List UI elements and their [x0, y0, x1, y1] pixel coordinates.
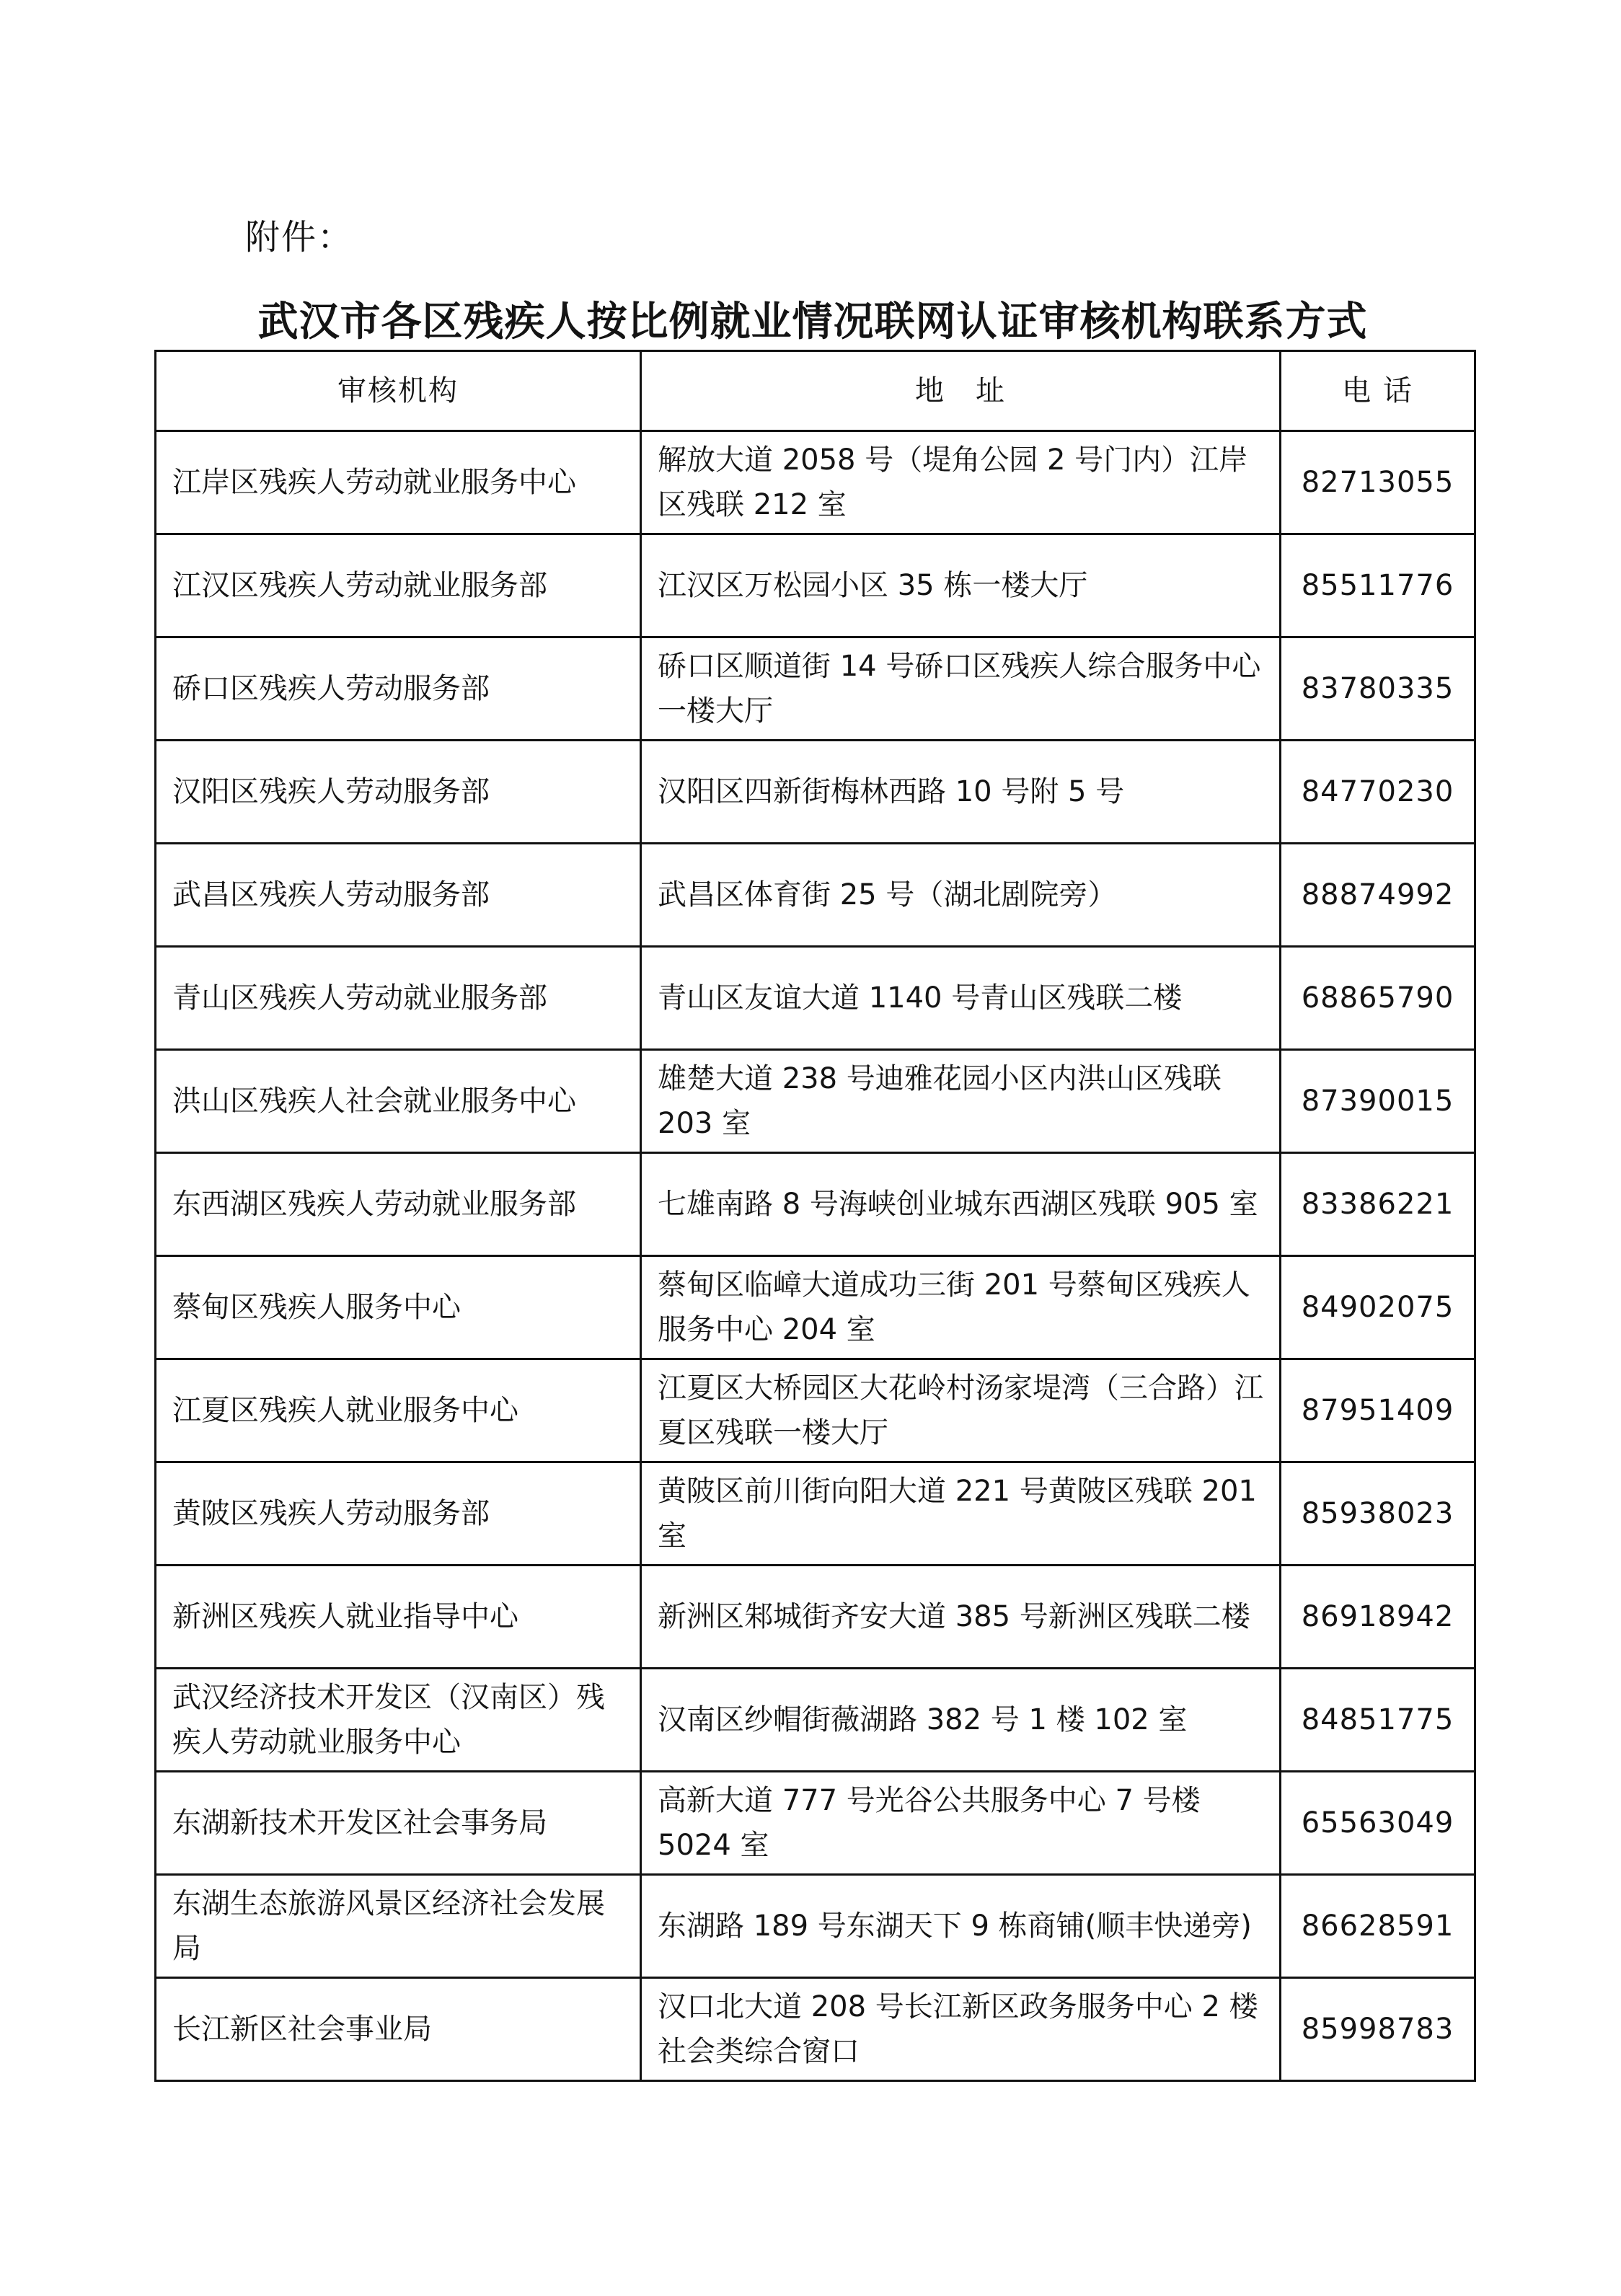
address-cell: 硚口区顺道街 14 号硚口区残疾人综合服务中心一楼大厅 [641, 637, 1281, 741]
table-row [156, 1566, 1475, 1669]
address-cell: 七雄南路 8 号海峡创业城东西湖区残联 905 室 [641, 1153, 1281, 1256]
table-row [156, 637, 1475, 741]
phone-cell: 83780335 [1281, 637, 1475, 741]
phone-cell: 85938023 [1281, 1462, 1475, 1566]
phone-cell: 83386221 [1281, 1153, 1475, 1256]
org-cell: 硚口区残疾人劳动服务部 [156, 637, 641, 741]
org-cell: 长江新区社会事业局 [156, 1978, 641, 2081]
org-cell: 新洲区残疾人就业指导中心 [156, 1566, 641, 1669]
table-row [156, 1256, 1475, 1359]
address-cell: 汉南区纱帽街薇湖路 382 号 1 楼 102 室 [641, 1669, 1281, 1772]
org-cell: 东西湖区残疾人劳动就业服务部 [156, 1153, 641, 1256]
phone-cell: 82713055 [1281, 431, 1475, 534]
table-row [156, 431, 1475, 534]
attachment-label: 附件： [245, 217, 354, 257]
address-cell: 江夏区大桥园区大花岭村汤家堤湾（三合路）江夏区残联一楼大厅 [641, 1359, 1281, 1462]
phone-cell: 84902075 [1281, 1256, 1475, 1359]
table-row [156, 741, 1475, 844]
phone-cell: 87951409 [1281, 1359, 1475, 1462]
table-row [156, 1153, 1475, 1256]
address-cell: 高新大道 777 号光谷公共服务中心 7 号楼 5024 室 [641, 1772, 1281, 1875]
header-org: 审核机构 [156, 351, 641, 431]
address-cell: 汉阳区四新街梅林西路 10 号附 5 号 [641, 741, 1281, 844]
table-row [156, 1772, 1475, 1875]
org-cell: 黄陂区残疾人劳动服务部 [156, 1462, 641, 1566]
table-row [156, 1050, 1475, 1153]
phone-cell: 85998783 [1281, 1978, 1475, 2081]
table-row [156, 1875, 1475, 1978]
org-cell: 江夏区残疾人就业服务中心 [156, 1359, 641, 1462]
org-cell: 江岸区残疾人劳动就业服务中心 [156, 431, 641, 534]
org-cell: 武汉经济技术开发区（汉南区）残疾人劳动就业服务中心 [156, 1669, 641, 1772]
address-cell: 青山区友谊大道 1140 号青山区残联二楼 [641, 947, 1281, 1050]
table-row [156, 947, 1475, 1050]
org-cell: 东湖新技术开发区社会事务局 [156, 1772, 641, 1875]
table-header-row [156, 351, 1475, 431]
table-row [156, 844, 1475, 947]
phone-cell: 86918942 [1281, 1566, 1475, 1669]
table-row [156, 1978, 1475, 2081]
address-cell: 解放大道 2058 号（堤角公园 2 号门内）江岸区残联 212 室 [641, 431, 1281, 534]
org-cell: 洪山区残疾人社会就业服务中心 [156, 1050, 641, 1153]
document-title: 武汉市各区残疾人按比例就业情况联网认证审核机构联系方式 [257, 299, 1368, 345]
address-cell: 雄楚大道 238 号迪雅花园小区内洪山区残联 203 室 [641, 1050, 1281, 1153]
org-cell: 蔡甸区残疾人服务中心 [156, 1256, 641, 1359]
table-row [156, 1669, 1475, 1772]
phone-cell: 84770230 [1281, 741, 1475, 844]
phone-cell: 68865790 [1281, 947, 1475, 1050]
contacts-table [154, 350, 1476, 2082]
org-cell: 武昌区残疾人劳动服务部 [156, 844, 641, 947]
address-cell: 蔡甸区临嶂大道成功三街 201 号蔡甸区残疾人服务中心 204 室 [641, 1256, 1281, 1359]
table-row [156, 1359, 1475, 1462]
org-cell: 汉阳区残疾人劳动服务部 [156, 741, 641, 844]
header-phone: 电 话 [1281, 351, 1475, 431]
org-cell: 江汉区残疾人劳动就业服务部 [156, 534, 641, 637]
header-address: 地 址 [641, 351, 1281, 431]
address-cell: 武昌区体育街 25 号（湖北剧院旁） [641, 844, 1281, 947]
address-cell: 新洲区邾城街齐安大道 385 号新洲区残联二楼 [641, 1566, 1281, 1669]
org-cell: 青山区残疾人劳动就业服务部 [156, 947, 641, 1050]
table-row [156, 1462, 1475, 1566]
address-cell: 黄陂区前川街向阳大道 221 号黄陂区残联 201 室 [641, 1462, 1281, 1566]
org-cell: 东湖生态旅游风景区经济社会发展局 [156, 1875, 641, 1978]
phone-cell: 88874992 [1281, 844, 1475, 947]
phone-cell: 65563049 [1281, 1772, 1475, 1875]
address-cell: 东湖路 189 号东湖天下 9 栋商铺(顺丰快递旁) [641, 1875, 1281, 1978]
address-cell: 江汉区万松园小区 35 栋一楼大厅 [641, 534, 1281, 637]
phone-cell: 86628591 [1281, 1875, 1475, 1978]
phone-cell: 87390015 [1281, 1050, 1475, 1153]
phone-cell: 85511776 [1281, 534, 1475, 637]
address-cell: 汉口北大道 208 号长江新区政务服务中心 2 楼社会类综合窗口 [641, 1978, 1281, 2081]
phone-cell: 84851775 [1281, 1669, 1475, 1772]
table-row [156, 534, 1475, 637]
